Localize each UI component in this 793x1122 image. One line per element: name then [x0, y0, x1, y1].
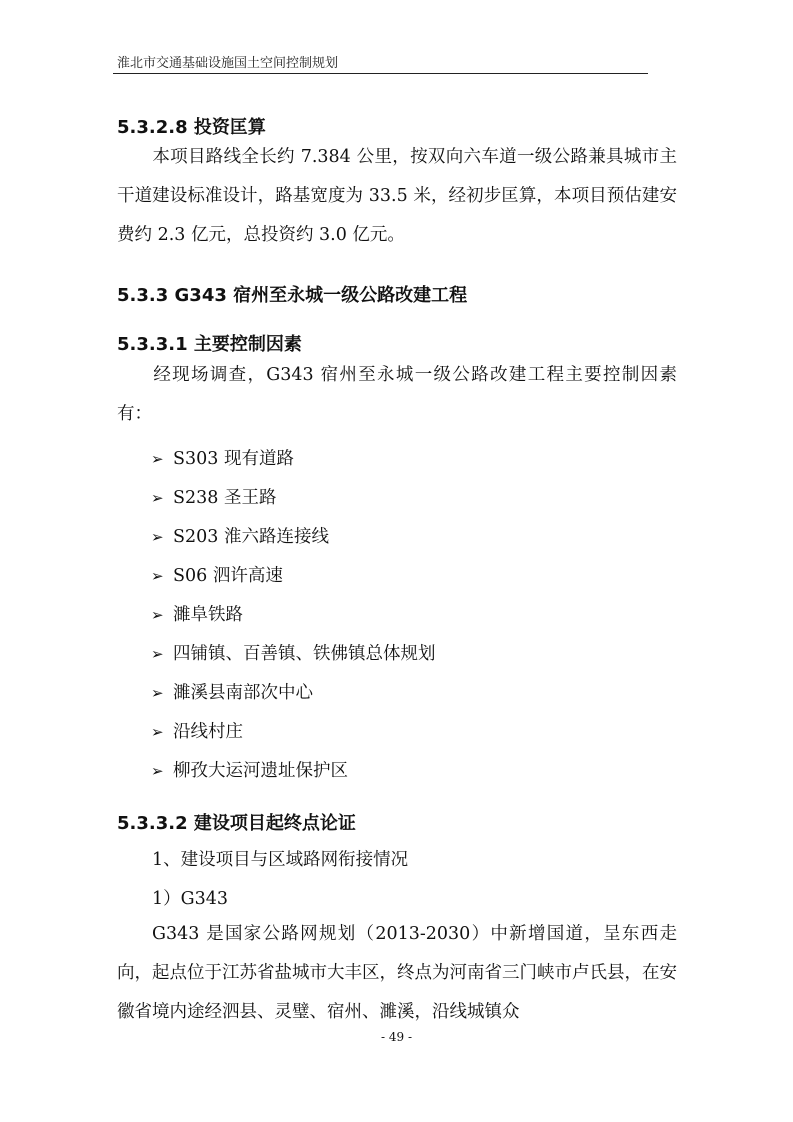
arrow-bullet-icon: ➢: [151, 489, 164, 507]
list-item: ➢ S203 淮六路连接线: [151, 518, 436, 557]
running-header: 淮北市交通基础设施国土空间控制规划: [117, 56, 339, 71]
list-item: ➢ 柳孜大运河遗址保护区: [151, 752, 436, 791]
header-rule: [113, 73, 648, 74]
sub-item-g343: 1）G343: [152, 889, 229, 909]
g343-paragraph: [117, 915, 677, 1032]
list-item: ➢ 濉阜铁路: [151, 596, 436, 635]
arrow-bullet-icon: ➢: [151, 684, 164, 702]
arrow-bullet-icon: ➢: [151, 645, 164, 663]
g343-paragraph-text: G343 是国家公路网规划（2013-2030）中新增国道，呈东西走向，起点位于江苏省盐城市大丰区，终点为河南省三门峡市卢氏县，在安徽省境内途经泗县、灵璧、宿州、濉溪，沿线城镇众: [117, 924, 677, 1022]
section-heading-g343: 5.3.3 G343 宿州至永城一级公路改建工程: [117, 285, 468, 306]
section-heading-start-end: 5.3.3.2 建设项目起终点论证: [117, 813, 356, 834]
list-item: ➢ S06 泗许高速: [151, 557, 436, 596]
list-item: ➢ 四铺镇、百善镇、铁佛镇总体规划: [151, 635, 436, 674]
arrow-bullet-icon: ➢: [151, 528, 164, 546]
section-heading-control-factors: 5.3.3.1 主要控制因素: [117, 334, 302, 355]
investment-paragraph: [117, 138, 677, 255]
arrow-bullet-icon: ➢: [151, 450, 164, 468]
page-number: - 49 -: [380, 1030, 412, 1044]
section-heading-investment: 5.3.2.8 投资匡算: [117, 117, 266, 138]
control-factors-paragraph: [117, 356, 677, 434]
control-factors-list: [151, 440, 436, 791]
arrow-bullet-icon: ➢: [151, 567, 164, 585]
list-item: ➢ 濉溪县南部次中心: [151, 674, 436, 713]
arrow-bullet-icon: ➢: [151, 723, 164, 741]
arrow-bullet-icon: ➢: [151, 762, 164, 780]
sub-item-network: 1、建设项目与区域路网衔接情况: [152, 850, 409, 870]
list-item: ➢ S238 圣王路: [151, 479, 436, 518]
list-item: ➢ 沿线村庄: [151, 713, 436, 752]
investment-paragraph-text: 本项目路线全长约 7.384 公里，按双向六车道一级公路兼具城市主干道建设标准设计，路基宽度为 33.5 米，经初步匡算，本项目预估建安费约 2.3 亿元，总投资约 3.0 亿元。: [117, 147, 677, 245]
control-factors-paragraph-text: 经现场调查，G343 宿州至永城一级公路改建工程主要控制因素有：: [117, 365, 677, 424]
list-item: ➢ S303 现有道路: [151, 440, 436, 479]
arrow-bullet-icon: ➢: [151, 606, 164, 624]
